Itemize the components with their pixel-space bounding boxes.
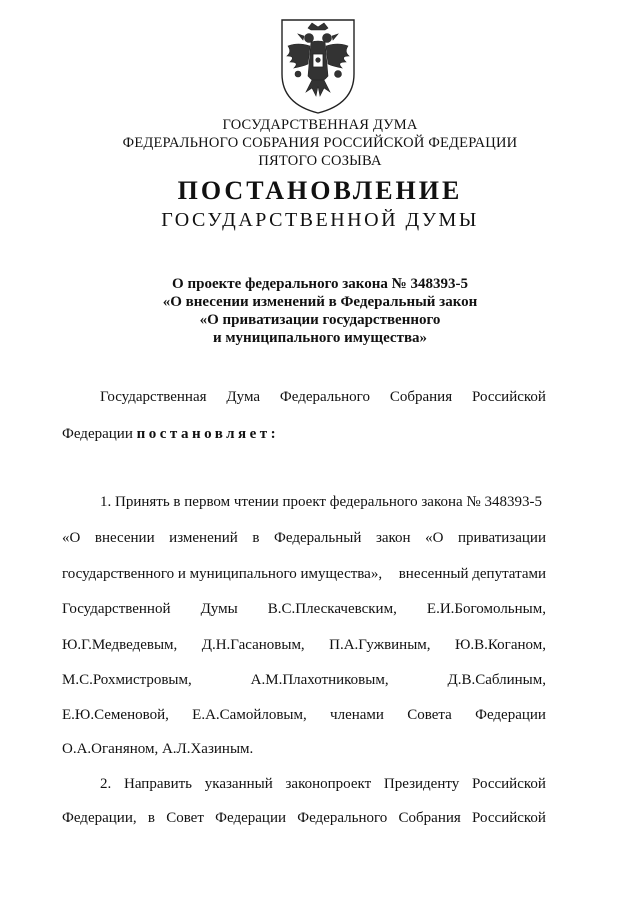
word: закон bbox=[375, 530, 411, 546]
word: Федерации bbox=[475, 707, 546, 723]
word: Направить bbox=[124, 776, 192, 792]
preamble-paragraph bbox=[62, 387, 546, 407]
word: Федерации bbox=[215, 810, 286, 826]
item-1-line-4 bbox=[62, 599, 546, 619]
item-1-line-7-wrap bbox=[62, 705, 546, 725]
word: М.С.Рохмистровым, bbox=[62, 672, 192, 688]
word: внесенный депутатами bbox=[398, 566, 546, 582]
word: в bbox=[147, 810, 155, 826]
item-2-line-1 bbox=[62, 774, 546, 794]
word: П.А.Гужвиным, bbox=[329, 637, 431, 653]
word: Российской bbox=[472, 810, 546, 826]
header-line-2: ФЕДЕРАЛЬНОГО СОБРАНИЯ РОССИЙСКОЙ ФЕДЕРАЦИИ bbox=[122, 135, 518, 151]
preamble-paragraph-cont bbox=[62, 424, 546, 444]
word: 2. bbox=[100, 776, 112, 792]
subject-line-4: и муниципального имущества» bbox=[212, 330, 428, 346]
document-subtitle: ГОСУДАРСТВЕННОЙ ДУМЫ bbox=[161, 209, 479, 231]
item-1-line-5-wrap bbox=[62, 635, 546, 655]
item-2-line-1-wrap bbox=[62, 774, 546, 794]
item-2-line-2-wrap bbox=[62, 808, 546, 828]
word: Федерального bbox=[279, 389, 370, 405]
word: членами bbox=[330, 707, 384, 723]
item-1-line-3-wrap bbox=[62, 564, 546, 584]
word: Федерального bbox=[297, 810, 388, 826]
word: Д.Н.Гасановым, bbox=[201, 637, 305, 653]
word: Российской bbox=[472, 776, 546, 792]
word: Е.И.Богомольным, bbox=[426, 601, 546, 617]
word: Ю.В.Коганом, bbox=[454, 637, 546, 653]
document-subject bbox=[0, 275, 640, 347]
item-1-line-8-wrap bbox=[62, 739, 546, 759]
item-1-line-3 bbox=[62, 564, 546, 584]
word: государственного и муниципального имущества», bbox=[62, 566, 383, 582]
word: Российской bbox=[472, 389, 546, 405]
document-title: ПОСТАНОВЛЕНИЕ bbox=[177, 176, 463, 205]
subject-line-1: О проекте федерального закона № 348393-5 bbox=[172, 276, 468, 292]
word: А.М.Плахотниковым, bbox=[250, 672, 389, 688]
header-line-1: ГОСУДАРСТВЕННАЯ ДУМА bbox=[222, 117, 418, 133]
word: Государственная bbox=[100, 389, 207, 405]
word: Президенту bbox=[383, 776, 460, 792]
coat-of-arms-icon bbox=[276, 16, 360, 116]
word: указанный bbox=[204, 776, 273, 792]
item-1-line-2 bbox=[62, 528, 546, 548]
header-line-3: ПЯТОГО СОЗЫВА bbox=[258, 153, 382, 169]
preamble-line-1 bbox=[62, 387, 546, 407]
word: Совет bbox=[166, 810, 204, 826]
subject-line-2: «О внесении изменений в Федеральный закон bbox=[162, 294, 478, 310]
word: Собрания bbox=[389, 389, 453, 405]
word: приватизации bbox=[458, 530, 546, 546]
word: Думы bbox=[200, 601, 238, 617]
word: Д.В.Саблиным, bbox=[447, 672, 546, 688]
word: Собрания bbox=[398, 810, 461, 826]
item-1-line-4-wrap bbox=[62, 599, 546, 619]
resolves-word: постановляет: bbox=[136, 426, 280, 442]
word: Совета bbox=[407, 707, 452, 723]
item-1-line-6 bbox=[62, 670, 546, 690]
issuer-header bbox=[0, 116, 640, 170]
word: Е.А.Самойловым, bbox=[192, 707, 307, 723]
item-1-line-5 bbox=[62, 635, 546, 655]
subject-line-3: «О приватизации государственного bbox=[199, 312, 441, 328]
word: законопроект bbox=[285, 776, 372, 792]
word: В.С.Плескачевским, bbox=[267, 601, 397, 617]
word: Федерации, bbox=[62, 810, 137, 826]
item-1-line-2-wrap bbox=[62, 528, 546, 548]
preamble-line-2 bbox=[62, 424, 546, 444]
word: Е.Ю.Семеновой, bbox=[62, 707, 169, 723]
item-1-line-7 bbox=[62, 705, 546, 725]
preamble-federation-word: Федерации bbox=[62, 426, 133, 442]
item-1-line-8: О.А.Оганяном, А.Л.Хазиным. bbox=[62, 741, 254, 757]
item-1-line-1-wrap bbox=[62, 492, 546, 512]
word: изменений bbox=[169, 530, 238, 546]
word: в bbox=[252, 530, 260, 546]
word: Государственной bbox=[62, 601, 171, 617]
word: Дума bbox=[226, 389, 261, 405]
item-1-line-1: 1. Принять в первом чтении проект федерального закона № 348393-5 bbox=[100, 494, 542, 510]
word: Ю.Г.Медведевым, bbox=[62, 637, 178, 653]
item-2-line-2 bbox=[62, 808, 546, 828]
item-1-line-6-wrap bbox=[62, 670, 546, 690]
word: «О bbox=[425, 530, 444, 546]
word: внесении bbox=[94, 530, 155, 546]
word: «О bbox=[62, 530, 81, 546]
word: Федеральный bbox=[274, 530, 362, 546]
